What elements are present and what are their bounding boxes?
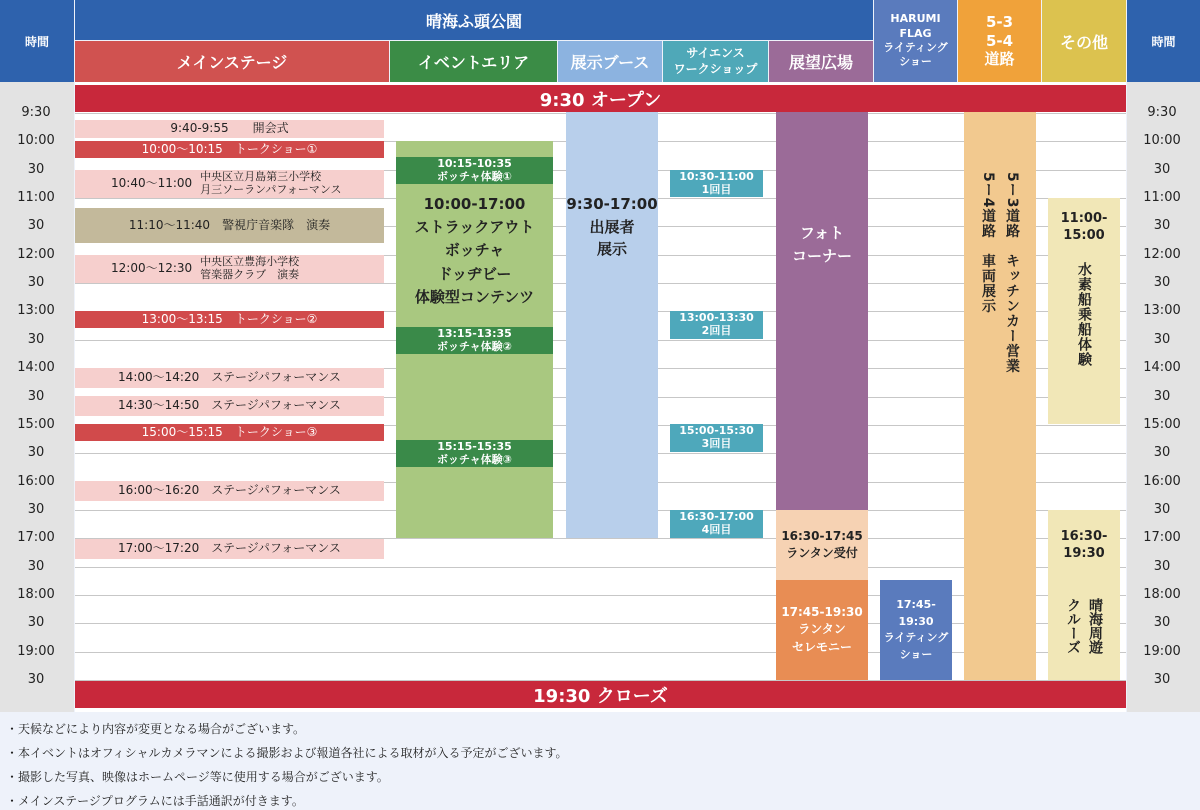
science-time: 16:30-17:00	[679, 510, 754, 524]
time-label-right: 18:00	[1143, 586, 1181, 602]
bocce-time: 10:15-10:35	[437, 156, 512, 170]
bocce-label: ボッチャ体験③	[437, 452, 512, 466]
bocce-label: ボッチャ体験①	[437, 169, 512, 183]
main-event-performance-2: 14:30〜14:50 ステージパフォーマンス	[75, 396, 384, 416]
booth-block	[566, 112, 658, 538]
time-label-right: 9:30	[1147, 105, 1177, 120]
time-label-left: 30	[27, 615, 45, 631]
park-title: 晴海ふ頭公園	[75, 0, 873, 40]
science-session-1	[670, 170, 763, 197]
lantern-reception: 16:30-17:45 ランタン受付	[776, 510, 868, 580]
time-label-left: 30	[27, 501, 45, 517]
time-label-right: 30	[1153, 558, 1171, 574]
bocce-time: 13:15-13:35	[437, 326, 512, 340]
time-label-right: 17:00	[1143, 530, 1181, 546]
event-desc: 中央区立豊海小学校 管楽器クラブ 演奏	[200, 255, 300, 281]
bocce-session-1	[396, 157, 553, 184]
main-event-performance-3: 16:00〜16:20 ステージパフォーマンス	[75, 481, 384, 501]
time-label-left: 30	[27, 445, 45, 461]
event-time: 12:00〜12:30	[111, 261, 193, 276]
time-label-left: 13:00	[17, 303, 55, 319]
science-session-3	[670, 424, 763, 452]
time-label-right: 30	[1153, 331, 1171, 347]
close-banner: 19:30 クローズ	[75, 681, 1126, 708]
col-main-stage: メインステージ	[75, 41, 389, 82]
main-event-performance-1: 14:00〜14:20 ステージパフォーマンス	[75, 368, 384, 388]
time-label-left: 18:00	[17, 586, 55, 602]
time-label-left: 15:00	[17, 416, 55, 432]
note-item: ・天候などにより内容が変更となる場合がございます。	[6, 722, 306, 736]
col-other: その他	[1042, 0, 1126, 82]
science-time: 13:00-13:30	[679, 311, 754, 325]
note-item: ・撮影した写真、映像はホームページ等に使用する場合がございます。	[6, 770, 389, 784]
time-header-left: 時間	[0, 0, 74, 82]
time-label-left: 17:00	[17, 530, 55, 546]
time-label-left: 30	[27, 672, 45, 687]
time-label-right: 30	[1153, 218, 1171, 234]
lantern-ceremony: 17:45-19:30 ランタン セレモニー	[776, 580, 868, 680]
hydrogen-boat-time: 11:00- 15:00	[1060, 211, 1108, 243]
harumi-cruise-label-1: 晴海周遊	[1087, 598, 1104, 654]
photo-corner-label: フォト コーナー	[791, 223, 852, 265]
time-label-right: 30	[1153, 161, 1171, 177]
time-label-left: 14:00	[17, 360, 55, 376]
time-label-right: 30	[1153, 388, 1171, 404]
main-event-tsukishima	[75, 170, 384, 198]
science-time: 10:30-11:00	[679, 169, 754, 183]
time-label-left: 19:00	[17, 643, 55, 659]
col-road: 5-3 5-4 道路	[958, 0, 1041, 82]
time-label-left: 10:00	[17, 133, 55, 149]
time-label-left: 30	[27, 161, 45, 177]
main-event-talkshow-3: 15:00〜15:15 トークショー③	[75, 424, 384, 441]
main-event-police-band: 11:10〜11:40 警視庁音楽隊 演奏	[75, 208, 384, 243]
time-label-right: 15:00	[1143, 416, 1181, 432]
time-label-right: 30	[1153, 501, 1171, 517]
time-label-right: 19:00	[1143, 643, 1181, 659]
time-label-left: 30	[27, 275, 45, 291]
time-label-left: 30	[27, 218, 45, 234]
main-event-opening: 9:40-9:55 開会式	[75, 120, 384, 138]
time-label-right: 30	[1153, 615, 1171, 631]
science-label: 3回目	[701, 437, 732, 450]
bocce-session-3	[396, 440, 553, 467]
main-event-performance-4: 17:00〜17:20 ステージパフォーマンス	[75, 539, 384, 559]
col-booth: 展示ブース	[558, 41, 662, 82]
photo-corner	[776, 112, 868, 510]
time-label-right: 14:00	[1143, 360, 1181, 376]
time-label-left: 9:30	[21, 105, 51, 120]
time-label-left: 30	[27, 388, 45, 404]
col-harumi-flag: HARUMI FLAG ライティング ショー	[874, 0, 957, 82]
time-label-left: 30	[27, 558, 45, 574]
col-science: サイエンス ワークショップ	[663, 41, 768, 82]
note-item: ・メインステージプログラムには手話通訳が付きます。	[6, 794, 304, 808]
main-event-talkshow-2: 13:00〜13:15 トークショー②	[75, 311, 384, 328]
open-banner: 9:30 オープン	[75, 85, 1126, 112]
event-time: 10:40〜11:00	[111, 176, 193, 191]
time-label-right: 13:00	[1143, 303, 1181, 319]
main-event-toyomi	[75, 255, 384, 283]
bocce-time: 15:15-15:35	[437, 439, 512, 453]
science-label: 4回目	[701, 523, 732, 536]
time-label-right: 10:00	[1143, 133, 1181, 149]
time-label-right: 12:00	[1143, 246, 1181, 262]
time-label-right: 30	[1153, 445, 1171, 461]
science-time: 15:00-15:30	[679, 424, 754, 438]
road-vehicle-display: 5ー4道路 車両展示	[980, 172, 997, 314]
time-label-right: 30	[1153, 672, 1171, 687]
road-kitchen-car: 5ー3道路 キッチンカー営業	[1004, 172, 1021, 374]
col-observation: 展望広場	[769, 41, 873, 82]
time-label-left: 16:00	[17, 473, 55, 489]
science-session-2	[670, 311, 763, 339]
event-desc: 中央区立月島第三小学校 月三ソーランパフォーマンス	[200, 170, 342, 196]
science-label: 2回目	[701, 324, 732, 337]
time-header-right: 時間	[1127, 0, 1200, 82]
notes-section	[0, 712, 1200, 810]
hydrogen-boat-label: 水素船乗船体験	[1076, 262, 1093, 367]
note-item: ・本イベントはオフィシャルカメラマンによる撮影および報道各社による取材が入る予定がございます。	[6, 746, 568, 760]
event-area-main: 10:00-17:00 ストラックアウト ボッチャ ドッヂビー 体験型コンテンツ	[414, 194, 535, 306]
time-label-right: 16:00	[1143, 473, 1181, 489]
science-session-4	[670, 510, 763, 538]
time-label-left: 12:00	[17, 246, 55, 262]
main-event-talkshow-1: 10:00〜10:15 トークショー①	[75, 141, 384, 158]
science-label: 1回目	[701, 182, 732, 196]
time-label-left: 30	[27, 331, 45, 347]
time-label-right: 11:00	[1143, 190, 1181, 206]
harumi-cruise-time: 16:30- 19:30	[1060, 529, 1108, 561]
harumi-flag-lighting-show: 17:45-19:30 ライティング ショー	[880, 580, 952, 680]
harumi-cruise-label-2: クルーズ	[1065, 598, 1082, 654]
bocce-label: ボッチャ体験②	[437, 339, 512, 353]
time-label-left: 11:00	[17, 190, 55, 206]
booth-text: 9:30-17:00 出展者 展示	[566, 195, 658, 259]
col-event-area: イベントエリア	[390, 41, 557, 82]
bocce-session-2	[396, 327, 553, 354]
time-label-right: 30	[1153, 275, 1171, 291]
